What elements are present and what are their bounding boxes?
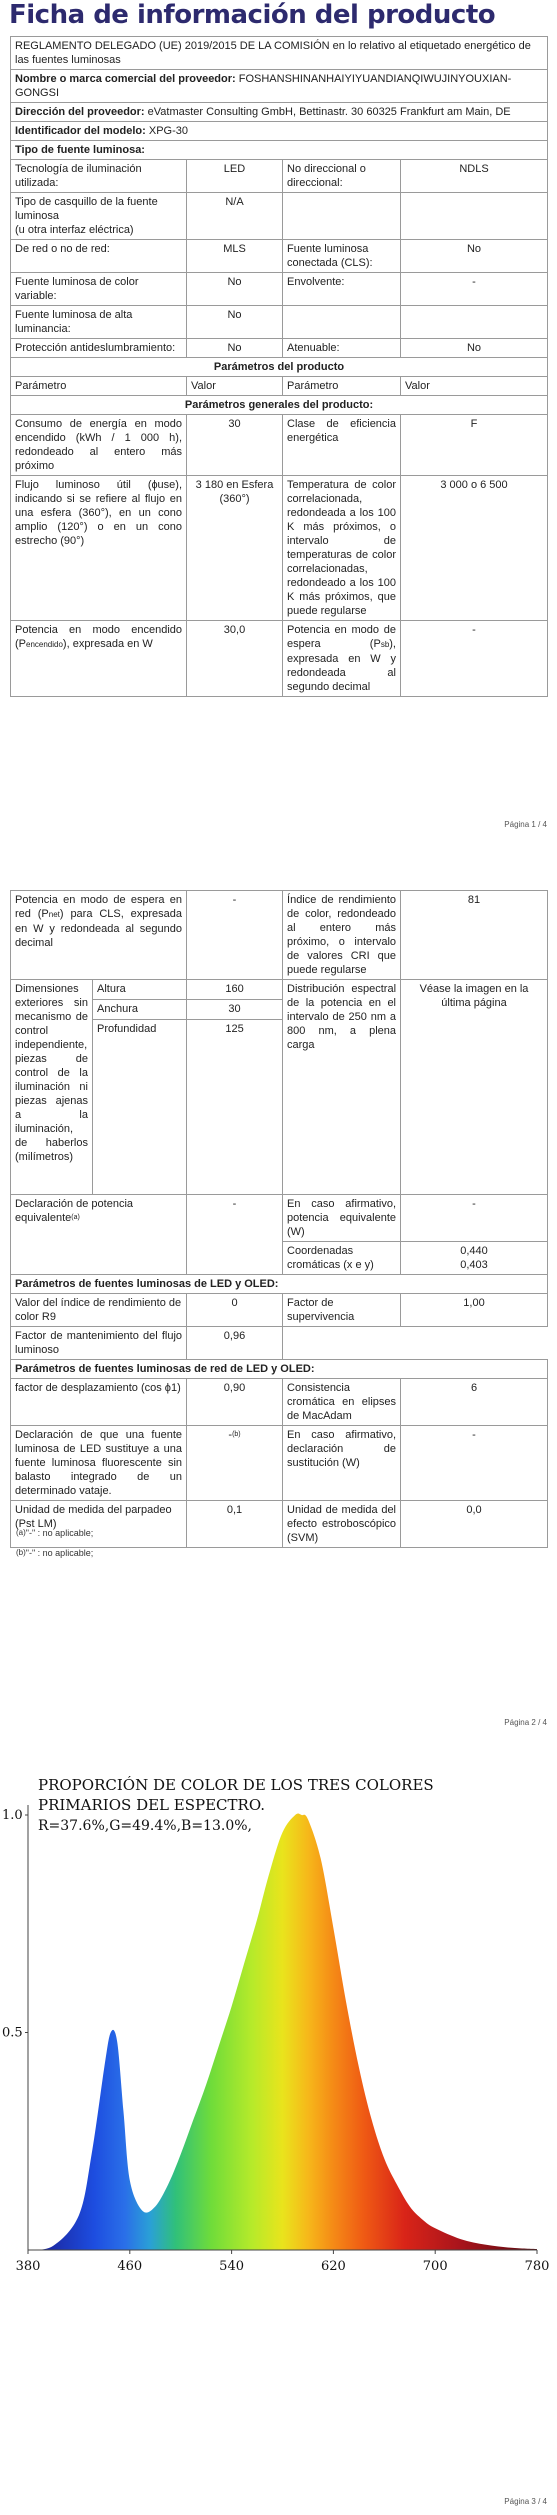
spectral-value: Véase la imagen en la última página — [401, 980, 548, 1195]
table-row — [11, 273, 548, 306]
standby-net-label: Potencia en modo de espera en red (P — [15, 894, 183, 920]
header-param: Parámetro — [11, 377, 187, 396]
param-value: 3 180 en Esfera (360°) — [187, 476, 283, 621]
supplier-address-label: Dirección del proveedor: — [15, 106, 145, 118]
general-params-heading: Parámetros generales del producto: — [11, 396, 548, 415]
param-value — [401, 1242, 548, 1275]
param-value: - — [187, 1195, 283, 1275]
supplier-name-row — [11, 70, 548, 103]
table-row — [11, 306, 548, 339]
table-row — [11, 1327, 548, 1360]
regulation-text: REGLAMENTO DELEGADO (UE) 2019/2015 DE LA COMISIÓN en lo relativo al etiquetado energético de las fuentes luminosas — [11, 37, 548, 70]
model-label: Identificador del modelo: — [15, 125, 146, 137]
depth-value: 125 — [187, 1020, 283, 1195]
standby-label: Potencia en modo de espera (P — [287, 624, 396, 650]
param-value: 0,96 — [187, 1327, 283, 1360]
param-label: Fuente luminosa conectada (CLS): — [283, 240, 401, 273]
param-value: NDLS — [401, 160, 548, 193]
footnote-b-mark: (b) — [16, 1548, 26, 1557]
x-tick-label: 700 — [422, 2259, 448, 2274]
table-row — [11, 1501, 548, 1548]
standby-label-end: ), expresada en W y redondeada al segundo decimal — [287, 638, 396, 693]
param-value: 81 — [401, 891, 548, 980]
param-value: 0 — [187, 1294, 283, 1327]
param-label: Temperatura de color correlacionada, redondeada a los 100 K más próximos, o intervalo de temperaturas de color correlacionadas, redondeado a los 100 K más próximos, que puede regularse — [283, 476, 401, 621]
header-value: Valor — [187, 377, 283, 396]
param-label: Clase de eficiencia energética — [283, 415, 401, 476]
table-row — [11, 1294, 548, 1327]
param-value: LED — [187, 160, 283, 193]
param-label: Atenuable: — [283, 339, 401, 358]
x-tick-label: 780 — [524, 2259, 550, 2274]
page-1 — [0, 0, 557, 860]
fluorescent-value: - — [228, 1429, 233, 1441]
param-label: factor de desplazamiento (cos ϕ1) — [11, 1379, 187, 1426]
equiv-label: Declaración de potencia equivalente — [15, 1198, 134, 1224]
dimensions-label: Dimensiones exteriores sin mecanismo de control independiente, piezas de control de la iluminación ni piezas ajenas a la iluminación, de haberlos (milímetros) — [11, 980, 93, 1195]
param-value: 0,1 — [187, 1501, 283, 1548]
supplier-address-value: eVatmaster Consulting GmbH, Bettinastr. 30 60325 Frankfurt am Main, DE — [147, 106, 511, 118]
table-row — [11, 621, 548, 697]
table-row — [11, 339, 548, 358]
param-value: 6 — [401, 1379, 548, 1426]
param-value: 30,0 — [187, 621, 283, 697]
table-row — [11, 476, 548, 621]
param-value: MLS — [187, 240, 283, 273]
param-label: En caso afirmativo, declaración de sustitución (W) — [283, 1426, 401, 1501]
param-label: Tecnología de iluminación utilizada: — [11, 160, 187, 193]
supplier-address-row — [11, 103, 548, 122]
param-value: 0,90 — [187, 1379, 283, 1426]
power-on-subscript: encendido — [26, 640, 63, 649]
param-label: Factor de supervivencia — [283, 1294, 401, 1327]
mains-heading: Parámetros de fuentes luminosas de red de LED y OLED: — [11, 1360, 548, 1379]
fluorescent-footnote-mark: (b) — [232, 1431, 241, 1438]
param-label: Factor de mantenimiento del flujo luminoso — [11, 1327, 187, 1360]
table-row — [11, 1426, 548, 1501]
param-label: Flujo luminoso útil (ɸuse), indicando si se refiere al flujo en una esfera (360°), en un cono amplio (120°) o en un cono estrecho (90°) — [11, 476, 187, 621]
footnote-a — [16, 1528, 93, 1538]
standby-net-label-end: ) para CLS, expresada en W y redondeada al segundo decimal — [15, 908, 183, 949]
x-tick-label: 620 — [320, 2259, 346, 2274]
table-row — [11, 415, 548, 476]
param-value: 0,0 — [401, 1501, 548, 1548]
spectral-label: Distribución espectral de la potencia en el intervalo de 250 nm a 800 nm, a plena carga — [283, 980, 401, 1195]
model-value: XPG-30 — [148, 125, 188, 137]
product-params-heading: Parámetros del producto — [11, 358, 548, 377]
x-tick-label: 540 — [219, 2259, 245, 2274]
param-label — [11, 193, 187, 240]
table-row — [11, 1379, 548, 1426]
led-oled-heading: Parámetros de fuentes luminosas de LED y OLED: — [11, 1275, 548, 1294]
y-tick-label: 1.0 — [2, 1808, 23, 1823]
table-header-row — [11, 377, 548, 396]
page-title: Ficha de información del producto — [9, 0, 496, 30]
chart-title-line-1: PROPORCIÓN DE COLOR DE LOS TRES COLORES — [38, 1776, 434, 1794]
param-label: Fuente luminosa de color variable: — [11, 273, 187, 306]
footnote-b — [16, 1548, 93, 1558]
param-label: Unidad de medida del efecto estroboscópico (SVM) — [283, 1501, 401, 1548]
param-label: Fuente luminosa de alta luminancia: — [11, 306, 187, 339]
height-label: Altura — [93, 980, 187, 1000]
param-label: De red o no de red: — [11, 240, 187, 273]
param-label: Consumo de energía en modo encendido (kWh / 1 000 h), redondeado al entero más próximo — [11, 415, 187, 476]
param-label: Valor del índice de rendimiento de color R9 — [11, 1294, 187, 1327]
x-tick-label: 460 — [117, 2259, 143, 2274]
param-label: En caso afirmativo, potencia equivalente (W) — [283, 1195, 401, 1242]
param-value: - — [401, 1426, 548, 1501]
spectrum-plot-area — [2, 1805, 549, 2274]
chart-subtitle: R=37.6%,G=49.4%,B=13.0%, — [38, 1818, 252, 1834]
light-source-type-heading: Tipo de fuente luminosa: — [11, 141, 548, 160]
table-row — [11, 1195, 548, 1242]
param-value — [187, 1426, 283, 1501]
header-value: Valor — [401, 377, 548, 396]
x-tick-label: 380 — [15, 2259, 41, 2274]
param-value — [401, 193, 548, 240]
cap-type-label: Tipo de casquillo de la fuente luminosa — [15, 196, 158, 222]
param-label: Protección antideslumbramiento: — [11, 339, 187, 358]
spectrum-chart — [0, 1760, 557, 2510]
param-value: - — [401, 1195, 548, 1242]
standby-subscript: sb — [380, 640, 390, 649]
supplier-name-value: FOSHANSHINANHAIYIYUANDIANQIWUJINYOUXIAN-GONGSI — [15, 73, 512, 99]
page-2 — [0, 860, 557, 1760]
standby-net-subscript: net — [48, 910, 60, 919]
power-on-label: Potencia en modo encendido (P — [15, 624, 182, 650]
supplier-table — [10, 36, 548, 697]
param-value: No — [187, 339, 283, 358]
param-label: Coordenadas cromáticas (x e y) — [283, 1242, 401, 1275]
param-label — [283, 306, 401, 339]
table-row — [11, 980, 548, 1000]
param-value: No — [187, 306, 283, 339]
param-value: F — [401, 415, 548, 476]
param-label: Unidad de medida del parpadeo (Pst LM) — [11, 1501, 187, 1548]
height-value: 160 — [187, 980, 283, 1000]
y-tick-label: 0.5 — [2, 2025, 23, 2041]
model-row — [11, 122, 548, 141]
param-value: - — [187, 891, 283, 980]
param-value: 3 000 o 6 500 — [401, 476, 548, 621]
equiv-footnote-mark: (a) — [71, 1214, 80, 1221]
param-value: - — [401, 621, 548, 697]
param-value: No — [401, 339, 548, 358]
param-label — [11, 891, 187, 980]
header-param: Parámetro — [283, 377, 401, 396]
page-number: Página 3 / 4 — [504, 2497, 547, 2506]
table-row — [11, 193, 548, 240]
width-label: Anchura — [93, 1000, 187, 1020]
param-label: Consistencia cromática en elipses de MacAdam — [283, 1379, 401, 1426]
empty-cell — [283, 1327, 548, 1360]
param-value: N/A — [187, 193, 283, 240]
param-label — [11, 621, 187, 697]
spectrum-area — [28, 1814, 537, 2250]
param-label — [283, 193, 401, 240]
chart-title-line-2: PRIMARIOS DEL ESPECTRO. — [38, 1796, 265, 1814]
param-label: Declaración de que una fuente luminosa de LED sustituye a una fuente luminosa fluorescente sin balasto integrado de un determinado vataje. — [11, 1426, 187, 1501]
footnote-a-mark: (a) — [16, 1528, 26, 1537]
param-label: Índice de rendimiento de color, redondeado al entero más próximo, o intervalo de valores CRI que puede regularse — [283, 891, 401, 980]
param-label — [283, 621, 401, 697]
chroma-y: 0,403 — [460, 1259, 488, 1271]
supplier-name-label: Nombre o marca comercial del proveedor: — [15, 73, 236, 85]
footnote-b-text: "-" : no aplicable; — [25, 1548, 94, 1558]
width-value: 30 — [187, 1000, 283, 1020]
param-value — [401, 306, 548, 339]
page-3 — [0, 1760, 557, 2510]
table-row — [11, 160, 548, 193]
page-number: Página 1 / 4 — [504, 820, 547, 829]
power-on-label-end: ), expresada en W — [62, 638, 153, 650]
chroma-x: 0,440 — [460, 1245, 488, 1257]
param-value: No — [187, 273, 283, 306]
param-value: 1,00 — [401, 1294, 548, 1327]
param-value: 30 — [187, 415, 283, 476]
table-row — [11, 240, 548, 273]
param-value: No — [401, 240, 548, 273]
page-number: Página 2 / 4 — [504, 1718, 547, 1727]
param-label: No direccional o direccional: — [283, 160, 401, 193]
param-label — [11, 1195, 187, 1275]
footnote-a-text: "-" : no aplicable; — [25, 1528, 94, 1538]
depth-label: Profundidad — [93, 1020, 187, 1195]
cap-type-note: (u otra interfaz eléctrica) — [15, 224, 134, 236]
params-table-continued — [10, 890, 548, 1548]
param-value: - — [401, 273, 548, 306]
table-row — [11, 891, 548, 980]
param-label: Envolvente: — [283, 273, 401, 306]
